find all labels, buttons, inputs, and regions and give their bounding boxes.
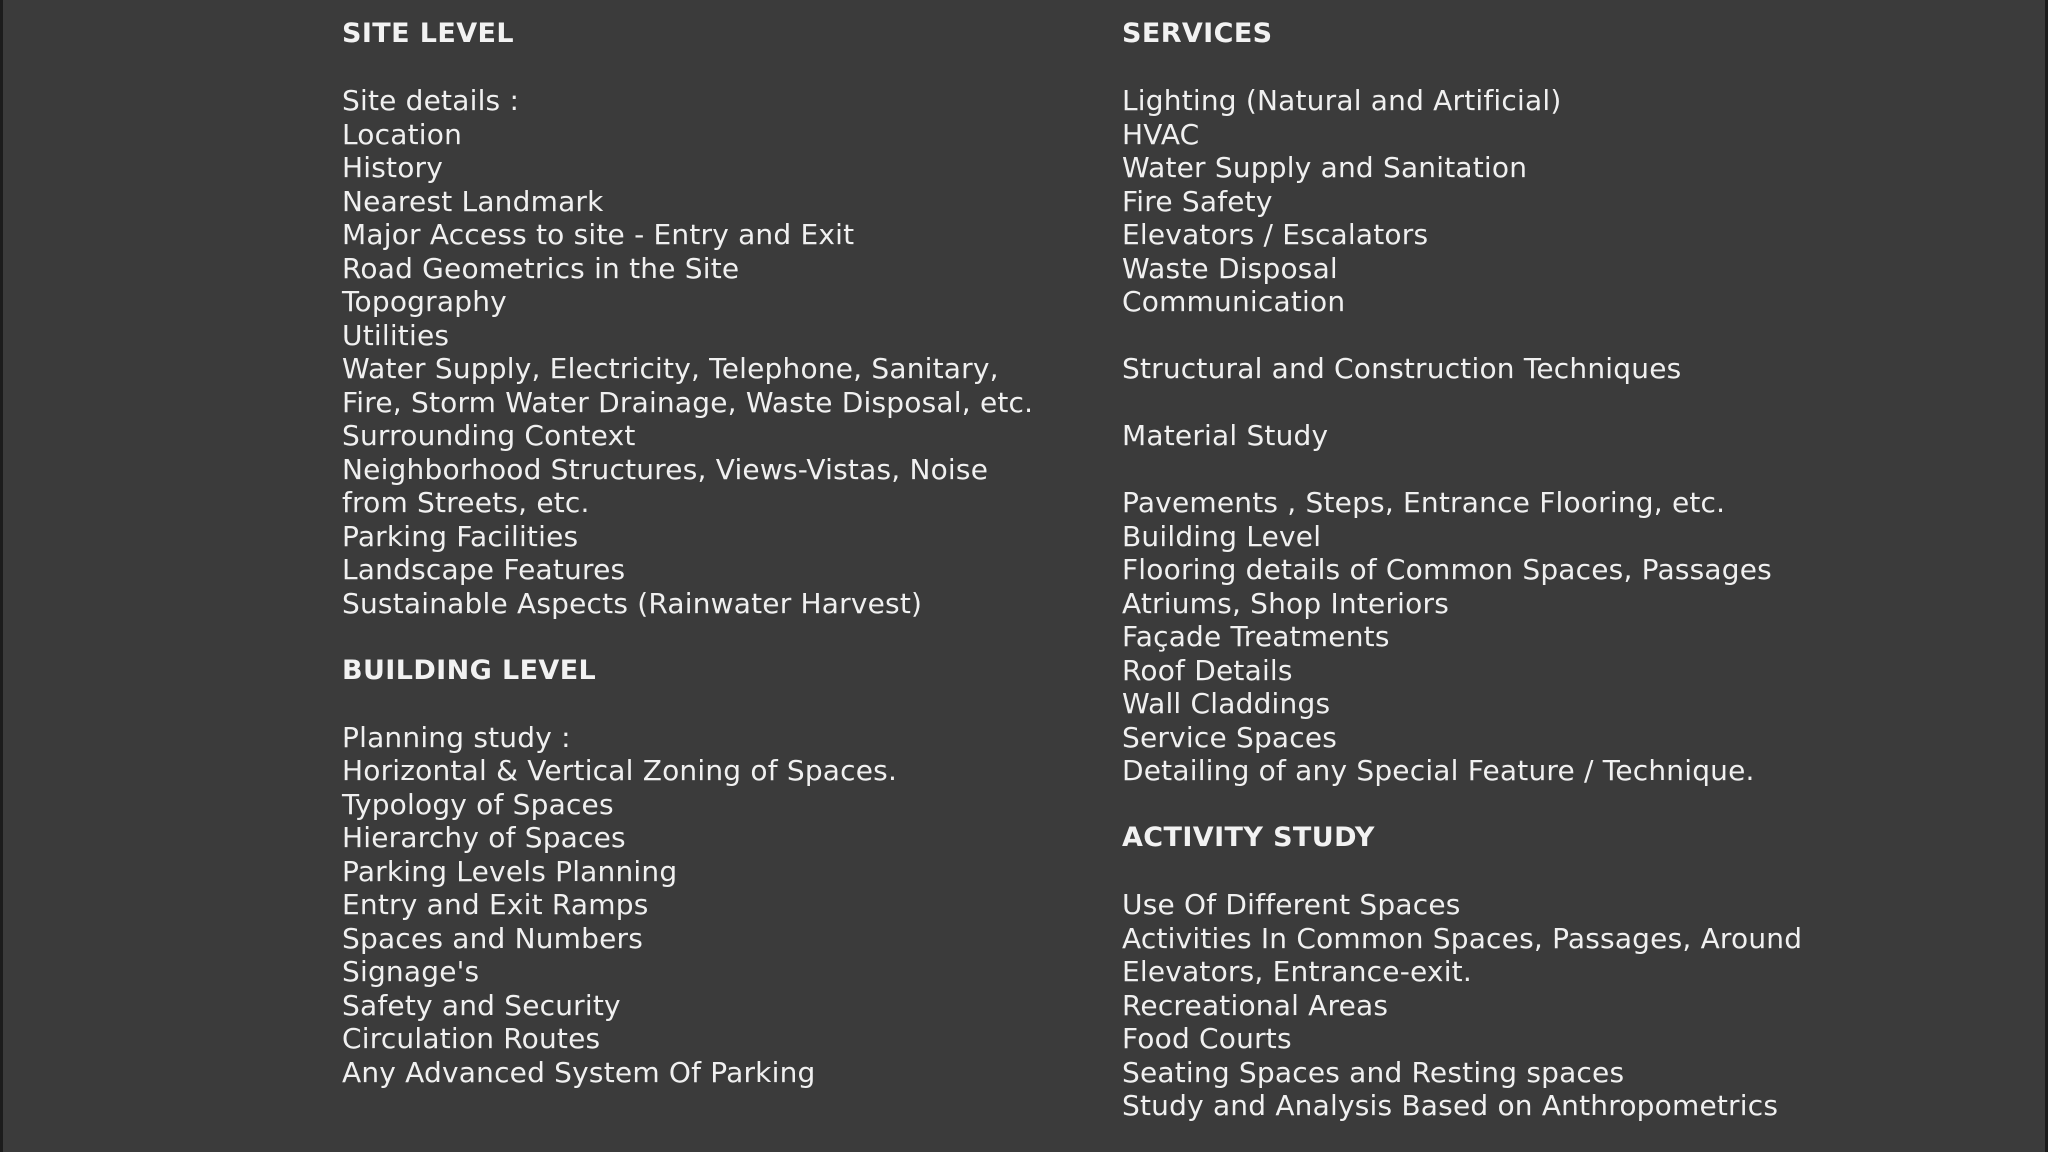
building-item: Entry and Exit Ramps	[342, 888, 649, 921]
left-column	[342, 17, 1033, 1089]
building-item: Spaces and Numbers	[342, 921, 644, 955]
building-item: Hierarchy of Spaces	[342, 821, 626, 854]
material-study: Material Study	[1122, 419, 1329, 452]
building-item: Typology of Spaces	[342, 787, 614, 821]
spacer	[342, 51, 1033, 85]
services-item: Communication	[1122, 285, 1346, 318]
site-item: Parking Facilities	[342, 519, 579, 553]
activity-study-heading: ACTIVITY STUDY	[1122, 822, 1375, 853]
spacer	[342, 620, 1033, 654]
site-level-heading: SITE LEVEL	[342, 18, 514, 49]
building-item: Signage's	[342, 955, 480, 988]
material-item: Wall Claddings	[1122, 687, 1331, 720]
activity-item: Recreational Areas	[1122, 988, 1389, 1022]
spacer	[1122, 51, 1802, 85]
building-item: Parking Levels Planning	[342, 854, 678, 888]
material-item: Detailing of any Special Feature / Technique.	[1122, 754, 1755, 787]
building-item: Planning study :	[342, 720, 571, 754]
site-item: Landscape Features	[342, 553, 626, 586]
activity-item: Study and Analysis Based on Anthropometrics	[1122, 1089, 1779, 1122]
services-item: HVAC	[1122, 117, 1200, 151]
site-item: History	[342, 151, 444, 184]
spacer	[342, 687, 1033, 721]
services-item: Water Supply and Sanitation	[1122, 151, 1528, 184]
services-item: Elevators / Escalators	[1122, 218, 1429, 251]
services-item: Waste Disposal	[1122, 251, 1338, 285]
activity-item: Activities In Common Spaces, Passages, Around	[1122, 921, 1803, 955]
site-item: Water Supply, Electricity, Telephone, Sanitary,	[342, 352, 999, 385]
material-item: Service Spaces	[1122, 720, 1338, 754]
site-item: Neighborhood Structures, Views-Vistas, Noise	[342, 452, 989, 486]
material-item: Building Level	[1122, 519, 1322, 553]
activity-item: Elevators, Entrance-exit.	[1122, 955, 1472, 988]
site-item: Location	[342, 117, 463, 151]
spacer	[1122, 453, 1802, 487]
building-level-heading: BUILDING LEVEL	[342, 654, 597, 686]
services-heading: SERVICES	[1122, 18, 1273, 49]
site-item: Nearest Landmark	[342, 184, 604, 218]
material-item: Pavements , Steps, Entrance Flooring, etc.	[1122, 486, 1726, 519]
material-item: Flooring details of Common Spaces, Passages	[1122, 553, 1772, 586]
spacer	[1122, 386, 1802, 420]
spacer	[1122, 319, 1802, 353]
site-item: Surrounding Context	[342, 419, 636, 452]
site-item: Fire, Storm Water Drainage, Waste Disposal, etc.	[342, 385, 1034, 419]
site-item: Utilities	[342, 318, 450, 352]
activity-item: Seating Spaces and Resting spaces	[1122, 1055, 1625, 1089]
material-item: Façade Treatments	[1122, 620, 1390, 653]
building-item: Safety and Security	[342, 988, 621, 1022]
site-item: Road Geometrics in the Site	[342, 251, 740, 285]
site-item: Sustainable Aspects (Rainwater Harvest)	[342, 586, 923, 620]
site-item: Major Access to site - Entry and Exit	[342, 218, 855, 251]
slide	[3, 0, 2045, 1152]
services-item: Fire Safety	[1122, 184, 1273, 218]
building-item: Circulation Routes	[342, 1022, 601, 1055]
spacer	[1122, 788, 1802, 822]
material-item: Atriums, Shop Interiors	[1122, 586, 1449, 620]
building-item: Any Advanced System Of Parking	[342, 1055, 816, 1089]
activity-item: Food Courts	[1122, 1022, 1292, 1055]
site-item: from Streets, etc.	[342, 486, 590, 519]
spacer	[1122, 855, 1802, 889]
structural-techniques: Structural and Construction Techniques	[1122, 352, 1682, 385]
site-item: Topography	[342, 285, 507, 318]
material-item: Roof Details	[1122, 653, 1293, 687]
site-item: Site details :	[342, 84, 520, 117]
building-item: Horizontal & Vertical Zoning of Spaces.	[342, 754, 898, 787]
activity-item: Use Of Different Spaces	[1122, 888, 1461, 921]
services-item: Lighting (Natural and Artificial)	[1122, 84, 1562, 117]
right-column	[1122, 17, 1802, 1123]
